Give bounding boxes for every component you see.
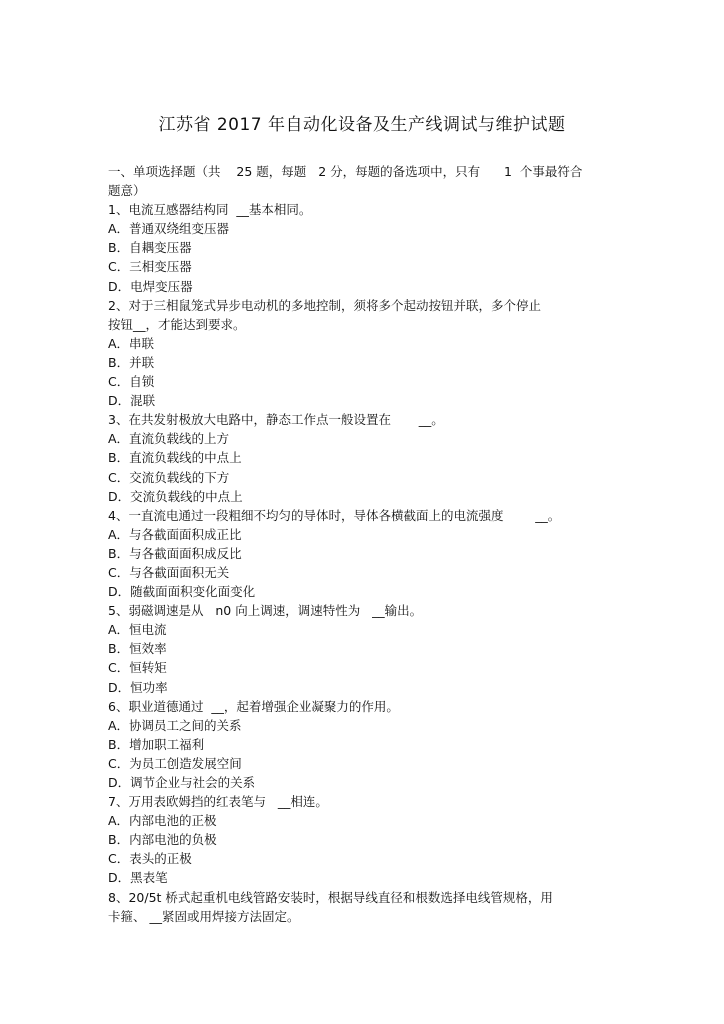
question-3-option-d: D．交流负载线的中点上 xyxy=(108,488,243,504)
question-6-option-b: B．增加职工福利 xyxy=(108,736,205,752)
question-7-option-b: B．内部电池的负极 xyxy=(108,832,217,848)
question-7-option-c: C．表头的正极 xyxy=(108,851,192,867)
question-4-option-a: A．与各截面面积成正比 xyxy=(108,526,242,542)
question-4: 4、一直流电通过一段粗细不均匀的导体时，导体各横截面上的电流强度 __。 xyxy=(108,507,561,523)
question-6: 6、职业道德通过 __，起着增强企业凝聚力的作用。 xyxy=(108,698,399,714)
section-heading-continued: 题意） xyxy=(108,183,146,199)
question-1: 1、电流互感器结构同 __基本相同。 xyxy=(108,202,312,218)
section-heading: 一、单项选择题（共 25 题，每题 2 分，每题的备选项中，只有 1 个事最符合 xyxy=(108,164,583,179)
question-2: 2、对于三相鼠笼式异步电动机的多地控制，须将多个起动按钮并联，多个停止 xyxy=(108,297,541,313)
question-6-option-a: A．协调员工之间的关系 xyxy=(108,717,242,733)
document-body xyxy=(108,162,628,926)
question-4-option-c: C．与各截面面积无关 xyxy=(108,564,230,580)
question-8-continued: 卡箍、 __紧固或用焊接方法固定。 xyxy=(108,908,300,924)
question-4-option-b: B．与各截面面积成反比 xyxy=(108,545,242,561)
question-2-option-d: D．混联 xyxy=(108,393,156,409)
question-3-option-a: A．直流负载线的上方 xyxy=(108,431,230,447)
question-7-option-a: A．内部电池的正极 xyxy=(108,813,217,829)
question-5: 5、弱磁调速是从 n0 向上调速，调速特性为 __输出。 xyxy=(108,603,423,619)
question-2-continued: 按钮__，才能达到要求。 xyxy=(108,316,246,332)
question-7: 7、万用表欧姆挡的红表笔与 __相连。 xyxy=(108,794,328,810)
document-title: 江苏省 2017 年自动化设备及生产线调试与维护试题 xyxy=(158,115,566,135)
question-3: 3、在共发射极放大电路中，静态工作点一般设置在 __。 xyxy=(108,412,444,428)
question-8: 8、20/5t 桥式起重机电线管路安装时，根据导线直径和根数选择电线管规格，用 xyxy=(108,889,553,905)
question-1-option-a: A．普通双绕组变压器 xyxy=(108,221,230,237)
question-1-option-c: C．三相变压器 xyxy=(108,259,192,275)
question-6-option-d: D．调节企业与社会的关系 xyxy=(108,775,256,790)
question-5-option-a: A．恒电流 xyxy=(108,622,167,638)
question-3-option-b: B．直流负载线的中点上 xyxy=(108,450,242,466)
question-7-option-d: D．黑表笔 xyxy=(108,870,168,886)
question-5-option-d: D．恒功率 xyxy=(108,679,168,695)
question-2-option-a: A．串联 xyxy=(108,335,155,351)
question-2-option-c: C．自锁 xyxy=(108,374,155,390)
question-5-option-b: B．恒效率 xyxy=(108,641,167,657)
question-4-option-d: D．随截面面积变化面变化 xyxy=(108,584,256,600)
question-1-option-b: B．自耦变压器 xyxy=(108,240,192,256)
question-2-option-b: B．并联 xyxy=(108,354,155,370)
question-3-option-c: C．交流负载线的下方 xyxy=(108,469,230,485)
question-5-option-c: C．恒转矩 xyxy=(108,660,167,676)
question-1-option-d: D．电焊变压器 xyxy=(108,278,193,294)
question-6-option-c: C．为员工创造发展空间 xyxy=(108,755,242,771)
